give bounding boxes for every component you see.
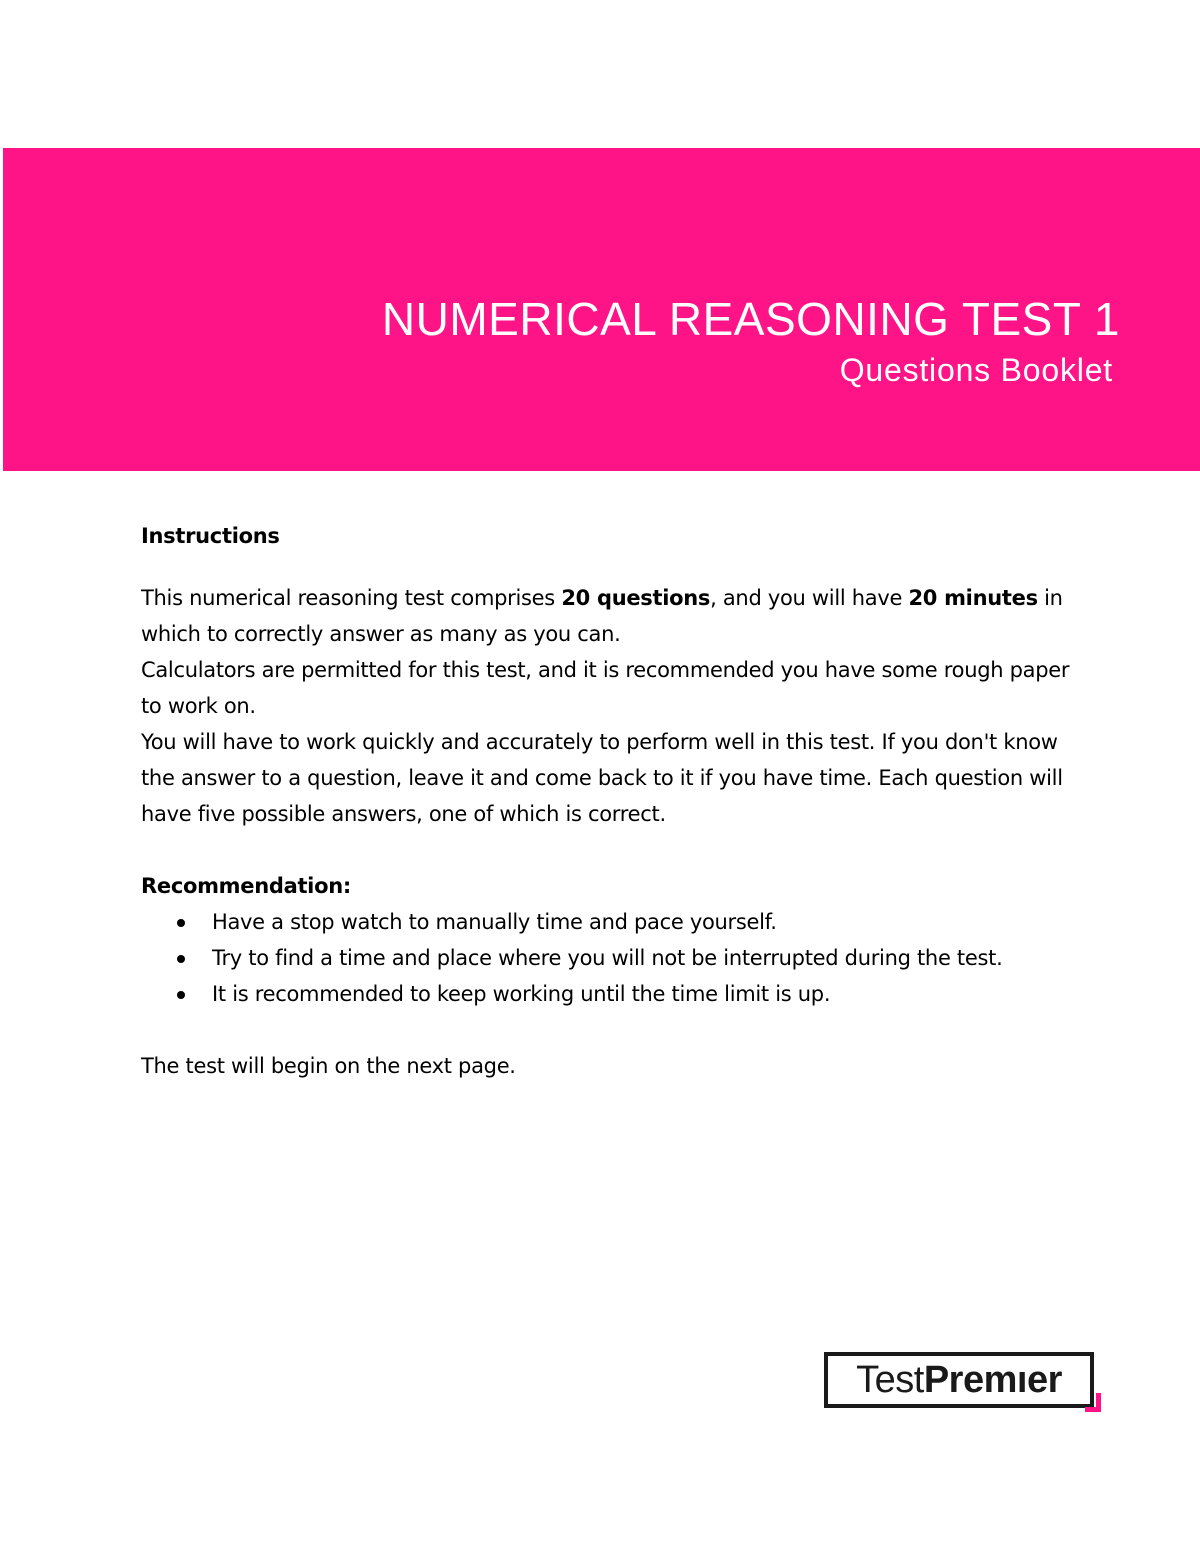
bullet-icon bbox=[177, 955, 185, 963]
document-title: NUMERICAL REASONING TEST 1 bbox=[381, 293, 1120, 345]
document-subtitle: Questions Booklet bbox=[839, 352, 1113, 388]
closing-note: The test will begin on the next page. bbox=[141, 1054, 516, 1078]
bullet-icon bbox=[177, 991, 185, 999]
bullet-icon bbox=[177, 919, 185, 927]
recommendation-heading: Recommendation: bbox=[141, 874, 351, 898]
logo-text-test: Test bbox=[856, 1358, 924, 1401]
list-item: Try to find a time and place where you will not be interrupted during the test. bbox=[141, 940, 1071, 976]
instructions-paragraph-1: This numerical reasoning test comprises 20 questions, and you will have 20 minutes in which to correctly answer as many as you can. bbox=[141, 586, 1063, 646]
list-item: It is recommended to keep working until the time limit is up. bbox=[141, 976, 1071, 1012]
logo-text-premier: Premıer bbox=[923, 1358, 1062, 1401]
instructions-paragraph-3: You will have to work quickly and accurately to perform well in this test. If you don't know the answer to a question, leave it and come back to it if you have time. Each question will have five possible answers, one of which is correct. bbox=[141, 730, 1063, 826]
testpremier-logo bbox=[824, 1352, 1094, 1408]
list-item: Have a stop watch to manually time and pace yourself. bbox=[141, 904, 1071, 940]
recommendation-list bbox=[141, 904, 1071, 1012]
time-limit: 20 minutes bbox=[908, 586, 1038, 610]
logo-accent-corner-bottom bbox=[1085, 1407, 1101, 1412]
instructions-paragraph-2: Calculators are permitted for this test, and it is recommended you have some rough paper to work on. bbox=[141, 658, 1070, 718]
question-count: 20 questions bbox=[561, 586, 711, 610]
instructions-section bbox=[141, 518, 1071, 1084]
instructions-heading: Instructions bbox=[141, 524, 280, 548]
